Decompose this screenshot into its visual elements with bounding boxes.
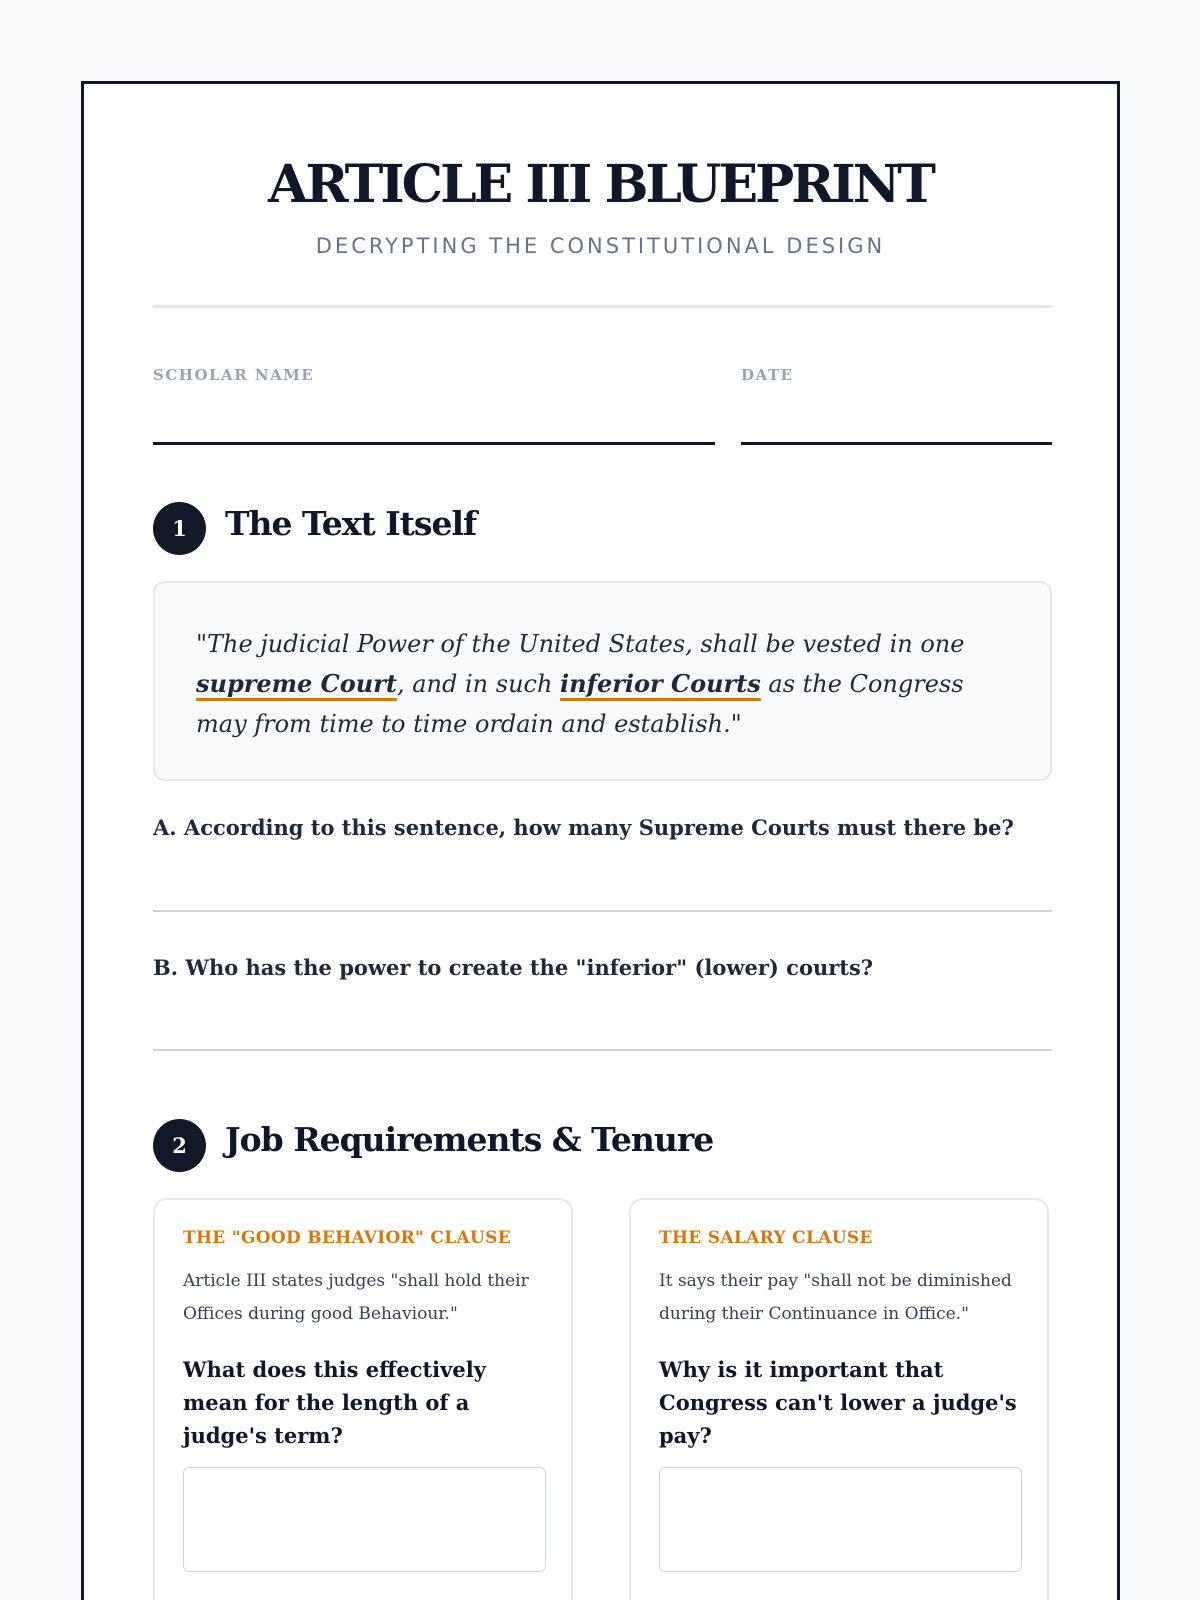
quote-text: , and in such bbox=[396, 670, 561, 698]
quote-text: as the Congress may from time to time ordain and establish." bbox=[196, 670, 964, 738]
constitution-quote bbox=[153, 581, 1052, 781]
card-text: Article III states judges "shall hold their Offices during good Behaviour." bbox=[183, 1271, 529, 1324]
section-number-badge: 2 bbox=[153, 1119, 206, 1172]
scholar-name-field[interactable] bbox=[153, 442, 715, 445]
question-b: B. Who has the power to create the "inferior" (lower) courts? bbox=[153, 955, 874, 980]
date-label: DATE bbox=[741, 366, 794, 384]
section-title: Job Requirements & Tenure bbox=[225, 1120, 714, 1159]
date-field[interactable] bbox=[741, 442, 1052, 445]
answer-line-b[interactable] bbox=[153, 1049, 1052, 1051]
quote-text: "The judicial Power of the United States, shall be vested in one bbox=[196, 630, 965, 658]
section-title: The Text Itself bbox=[225, 504, 477, 543]
scholar-name-label: SCHOLAR NAME bbox=[153, 366, 315, 384]
quote-highlight-inferior-courts: inferior Courts bbox=[560, 669, 761, 698]
card-label: THE SALARY CLAUSE bbox=[659, 1228, 873, 1248]
quote-highlight-supreme-court: supreme Court bbox=[196, 669, 397, 698]
worksheet-subtitle: DECRYPTING THE CONSTITUTIONAL DESIGN bbox=[315, 234, 886, 258]
salary-card bbox=[629, 1198, 1049, 1600]
worksheet-page bbox=[81, 81, 1120, 1600]
answer-line-a[interactable] bbox=[153, 910, 1052, 912]
section-number-badge: 1 bbox=[153, 502, 206, 555]
worksheet-title: ARTICLE III BLUEPRINT bbox=[268, 154, 933, 215]
question-a: A. According to this sentence, how many Supreme Courts must there be? bbox=[153, 815, 1014, 840]
card-answer-box[interactable] bbox=[183, 1467, 546, 1572]
card-answer-box[interactable] bbox=[659, 1467, 1022, 1572]
card-question: Why is it important that Congress can't lower a judge's pay? bbox=[659, 1357, 1017, 1448]
card-text: It says their pay "shall not be diminished during their Continuance in Office." bbox=[659, 1271, 1012, 1324]
header-divider bbox=[153, 305, 1052, 308]
card-label: THE "GOOD BEHAVIOR" CLAUSE bbox=[183, 1228, 511, 1248]
card-question: What does this effectively mean for the length of a judge's term? bbox=[183, 1357, 486, 1448]
good-behavior-card bbox=[153, 1198, 573, 1600]
